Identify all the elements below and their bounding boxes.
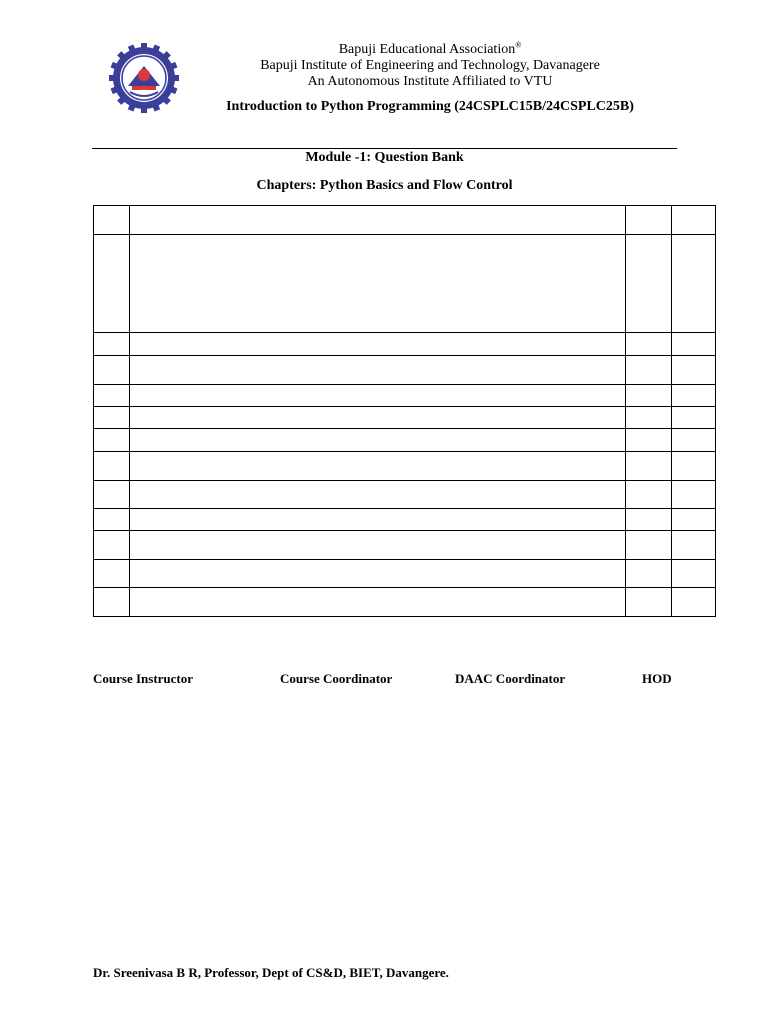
table-cell — [130, 560, 626, 588]
header-divider — [92, 148, 677, 149]
table-row — [94, 429, 716, 452]
table-cell — [626, 235, 672, 333]
page-footer: Dr. Sreenivasa B R, Professor, Dept of CS&D, BIET, Davangere. — [93, 965, 449, 980]
table-cell — [130, 235, 626, 333]
table-cell — [626, 356, 672, 385]
table-cell — [626, 452, 672, 481]
table-cell — [672, 206, 716, 235]
table-cell — [672, 407, 716, 429]
signature-hod: HOD — [642, 671, 672, 686]
table-cell — [94, 452, 130, 481]
table-row — [94, 588, 716, 617]
table-cell — [130, 452, 626, 481]
table-cell — [672, 560, 716, 588]
course-title: Introduction to Python Programming (24CSPLC15B/24CSPLC25B) — [226, 99, 634, 114]
table-cell — [626, 206, 672, 235]
table-cell — [130, 206, 626, 235]
table-row — [94, 509, 716, 531]
table-cell — [130, 385, 626, 407]
association-name: Bapuji Educational Association — [338, 42, 516, 57]
table-cell — [94, 481, 130, 509]
table-row — [94, 560, 716, 588]
table-cell — [672, 481, 716, 509]
table-row — [94, 452, 716, 481]
table-cell — [626, 481, 672, 509]
table-cell — [672, 235, 716, 333]
table-cell — [94, 206, 130, 235]
question-bank-table — [93, 205, 716, 617]
table-cell — [94, 407, 130, 429]
table-row — [94, 385, 716, 407]
table-cell — [130, 588, 626, 617]
table-cell — [94, 560, 130, 588]
table-cell — [672, 385, 716, 407]
table-cell — [672, 452, 716, 481]
table-row — [94, 235, 716, 333]
signature-daac-coordinator: DAAC Coordinator — [455, 671, 566, 686]
table-cell — [130, 531, 626, 560]
registered-mark: ® — [515, 40, 522, 50]
table-cell — [626, 588, 672, 617]
table-cell — [130, 333, 626, 356]
table-cell — [94, 385, 130, 407]
table-cell — [94, 588, 130, 617]
table-cell — [130, 509, 626, 531]
institute-logo — [108, 42, 180, 114]
table-cell — [130, 429, 626, 452]
table-cell — [626, 407, 672, 429]
table-cell — [672, 588, 716, 617]
table-row — [94, 333, 716, 356]
table-cell — [672, 356, 716, 385]
table-row — [94, 481, 716, 509]
chapters-title: Chapters: Python Basics and Flow Control — [256, 178, 513, 193]
table-cell — [94, 356, 130, 385]
table-cell — [626, 560, 672, 588]
table-row — [94, 407, 716, 429]
table-cell — [626, 385, 672, 407]
signature-course-instructor: Course Instructor — [93, 671, 194, 686]
table-cell — [672, 509, 716, 531]
institute-name: Bapuji Institute of Engineering and Technology, Davanagere — [260, 58, 600, 73]
table-cell — [626, 429, 672, 452]
table-row — [94, 531, 716, 560]
table-cell — [130, 356, 626, 385]
table-cell — [94, 509, 130, 531]
table-cell — [672, 531, 716, 560]
table-cell — [626, 509, 672, 531]
table-cell — [672, 429, 716, 452]
table-cell — [672, 333, 716, 356]
association-line — [190, 42, 670, 58]
table-cell — [94, 235, 130, 333]
table-cell — [626, 531, 672, 560]
table-cell — [130, 407, 626, 429]
table-cell — [94, 429, 130, 452]
table-cell — [94, 531, 130, 560]
table-cell — [94, 333, 130, 356]
affiliation-text: An Autonomous Institute Affiliated to VTU — [307, 74, 553, 89]
table-header-row — [94, 206, 716, 235]
table-row — [94, 356, 716, 385]
module-title: Module -1: Question Bank — [305, 150, 464, 165]
table-cell — [130, 481, 626, 509]
signature-course-coordinator: Course Coordinator — [280, 671, 393, 686]
table-cell — [626, 333, 672, 356]
